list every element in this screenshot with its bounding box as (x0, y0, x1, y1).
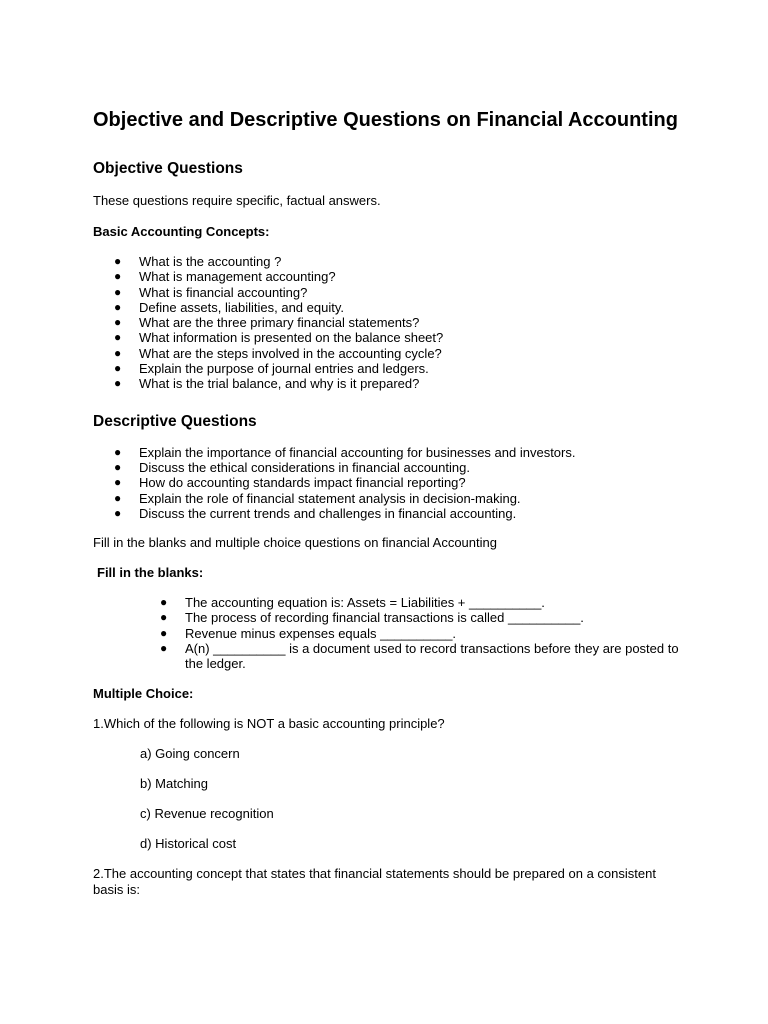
list-item-text: Revenue minus expenses equals __________. (185, 625, 457, 641)
list-item (93, 626, 693, 641)
basic-concepts-subheading: Basic Accounting Concepts: (93, 224, 270, 239)
list-item (93, 300, 693, 315)
list-item-text: What is management accounting? (139, 269, 336, 285)
list-item (93, 475, 693, 490)
list-item-text: Discuss the ethical considerations in financial accounting. (139, 459, 470, 475)
list-item-text: How do accounting standards impact financial reporting? (139, 475, 466, 491)
list-item-text: Explain the purpose of journal entries and ledgers. (139, 361, 429, 377)
list-item-text: Explain the role of financial statement analysis in decision-making. (139, 490, 521, 506)
bullet-icon: ● (114, 299, 122, 314)
list-item (93, 460, 693, 475)
list-item (93, 315, 693, 330)
list-item (93, 346, 693, 361)
descriptive-heading: Descriptive Questions (93, 412, 257, 430)
list-item-text: What are the steps involved in the accounting cycle? (139, 345, 442, 361)
list-item (93, 254, 693, 269)
bullet-icon: ● (114, 376, 122, 391)
question-1-option-d: d) Historical cost (140, 835, 237, 851)
list-item-text: Discuss the current trends and challenges in financial accounting. (139, 505, 517, 521)
list-item-text: Explain the importance of financial accounting for businesses and investors. (139, 444, 576, 460)
fill-blanks-list (93, 595, 693, 671)
bullet-icon: ● (114, 269, 122, 284)
list-item (93, 361, 693, 376)
bullet-icon: ● (160, 610, 168, 625)
document-page (93, 108, 693, 898)
list-item (93, 330, 693, 345)
list-item-text: What is the trial balance, and why is it prepared? (139, 376, 420, 392)
bullet-icon: ● (114, 490, 122, 505)
descriptive-question-list (93, 445, 693, 521)
list-item-text: What is financial accounting? (139, 284, 308, 300)
list-item-text: What are the three primary financial statements? (139, 315, 420, 331)
bullet-icon: ● (160, 595, 168, 610)
bullet-icon: ● (160, 625, 168, 640)
bullet-icon: ● (114, 345, 122, 360)
bullet-icon: ● (114, 361, 122, 376)
fill-mc-intro: Fill in the blanks and multiple choice questions on financial Accounting (93, 535, 497, 551)
multiple-choice-heading: Multiple Choice: (93, 685, 194, 701)
list-item-text: What is the accounting ? (139, 254, 282, 269)
question-1-option-a: a) Going concern (140, 745, 240, 761)
list-item (93, 641, 693, 672)
question-1-option-b: b) Matching (140, 775, 208, 791)
bullet-icon: ● (114, 459, 122, 474)
document-title: Objective and Descriptive Questions on Financial Accounting (93, 109, 678, 131)
list-item (93, 610, 693, 625)
question-1: 1.Which of the following is NOT a basic accounting principle? (93, 715, 445, 731)
bullet-icon: ● (160, 641, 168, 656)
bullet-icon: ● (114, 254, 122, 268)
objective-heading: Objective Questions (93, 160, 243, 177)
list-item-text: What information is presented on the balance sheet? (139, 330, 444, 346)
question-2: 2.The accounting concept that states that financial statements should be prepared on a consistent basis is: (93, 865, 656, 897)
bullet-icon: ● (114, 284, 122, 299)
list-item-text: A(n) __________ is a document used to record transactions before they are posted to the ledger. (185, 641, 679, 672)
list-item-text: The accounting equation is: Assets = Liabilities + __________. (185, 595, 545, 611)
list-item (93, 491, 693, 506)
objective-question-list (93, 254, 693, 392)
bullet-icon: ● (114, 475, 122, 490)
list-item (93, 595, 693, 610)
objective-intro: These questions require specific, factual answers. (93, 193, 381, 208)
question-1-option-c: c) Revenue recognition (140, 805, 274, 821)
list-item (93, 285, 693, 300)
list-item-text: Define assets, liabilities, and equity. (139, 299, 344, 315)
list-item (93, 445, 693, 460)
bullet-icon: ● (114, 315, 122, 330)
bullet-icon: ● (114, 444, 122, 459)
bullet-icon: ● (114, 505, 122, 520)
fill-blanks-heading: Fill in the blanks: (97, 565, 204, 581)
list-item (93, 376, 693, 391)
bullet-icon: ● (114, 330, 122, 345)
list-item (93, 506, 693, 521)
list-item-text: The process of recording financial transactions is called __________. (185, 610, 584, 626)
list-item (93, 269, 693, 284)
